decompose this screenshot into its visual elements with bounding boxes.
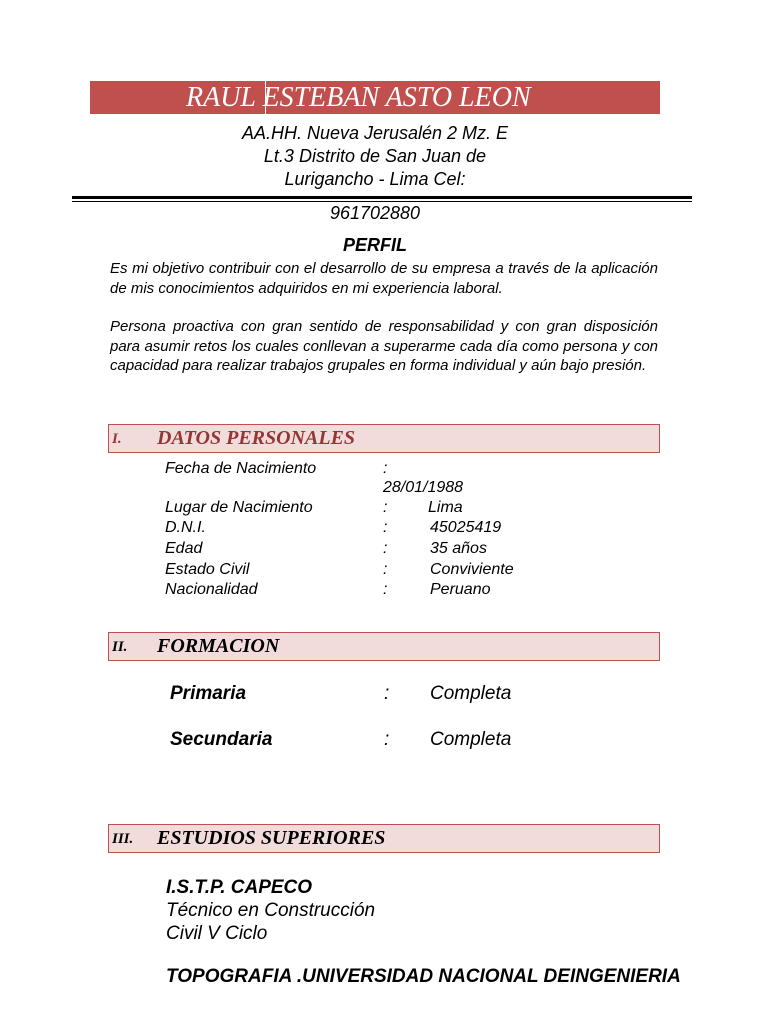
section-number: II. [112,639,128,655]
career-line-1: Técnico en Construcción [166,900,376,921]
institution-name: I.S.T.P. CAPECO [166,877,313,898]
section-datos-personales-header [108,424,660,453]
applicant-name: RAUL ESTEBAN ASTO LEON [186,82,531,113]
address-line-1: AA.HH. Nueva Jerusalén 2 Mz. E [241,123,509,143]
career-line-2: Civil V Ciclo [166,923,268,944]
separator: : [383,540,388,557]
separator: : [383,581,388,598]
separator: : [384,729,390,750]
address-line-2: Lt.3 Distrito de San Juan de [263,146,487,166]
value-primaria: Completa [430,683,512,704]
value-edad: 35 años [430,540,487,557]
separator: : [384,683,390,704]
label-lugar-nacimiento: Lugar de Nacimiento [165,499,313,516]
label-dni: D.N.I. [165,519,206,536]
address-line-3: Lurigancho - Lima Cel: [284,169,466,189]
value-nacionalidad: Peruano [430,581,491,598]
section-number: I. [112,431,122,447]
phone-number: 961702880 [329,203,421,223]
label-estado-civil: Estado Civil [165,561,250,578]
section-title: FORMACION [157,635,280,657]
label-edad: Edad [165,540,203,557]
label-fecha-nacimiento: Fecha de Nacimiento [165,460,317,477]
label-nacionalidad: Nacionalidad [165,581,258,598]
section-number: III. [112,831,134,847]
value-lugar-nacimiento: Lima [428,499,463,516]
section-title: DATOS PERSONALES [157,427,356,449]
header-rule-thick [72,196,692,199]
separator: : [383,561,388,578]
section-formacion-header [108,632,660,661]
section-title: ESTUDIOS SUPERIORES [157,827,386,849]
perfil-paragraph-1: Es mi objetivo contribuir con el desarrollo de su empresa a través de la aplicación de mis conocimientos adquiridos en mi experiencia laboral. [110,260,658,297]
section-estudios-superiores-header [108,824,660,853]
perfil-heading: PERFIL [342,235,407,255]
label-primaria: Primaria [170,683,247,704]
value-secundaria: Completa [430,729,512,750]
value-dni: 45025419 [430,519,502,536]
label-secundaria: Secundaria [170,729,273,750]
value-fecha-nacimiento: 28/01/1988 [383,479,464,496]
additional-study: TOPOGRAFIA .UNIVERSIDAD NACIONAL DEINGENIERIA [166,966,681,987]
perfil-paragraph-2: Persona proactiva con gran sentido de responsabilidad y con gran disposición para asumir retos los cuales conllevan a superarme cada día como persona y con capacidad para realizar trabajos grupales en forma individual y aún bajo presión. [110,318,658,374]
separator: : [383,460,388,477]
value-estado-civil: Conviviente [430,561,514,578]
separator: : [383,499,388,516]
separator: : [383,519,388,536]
